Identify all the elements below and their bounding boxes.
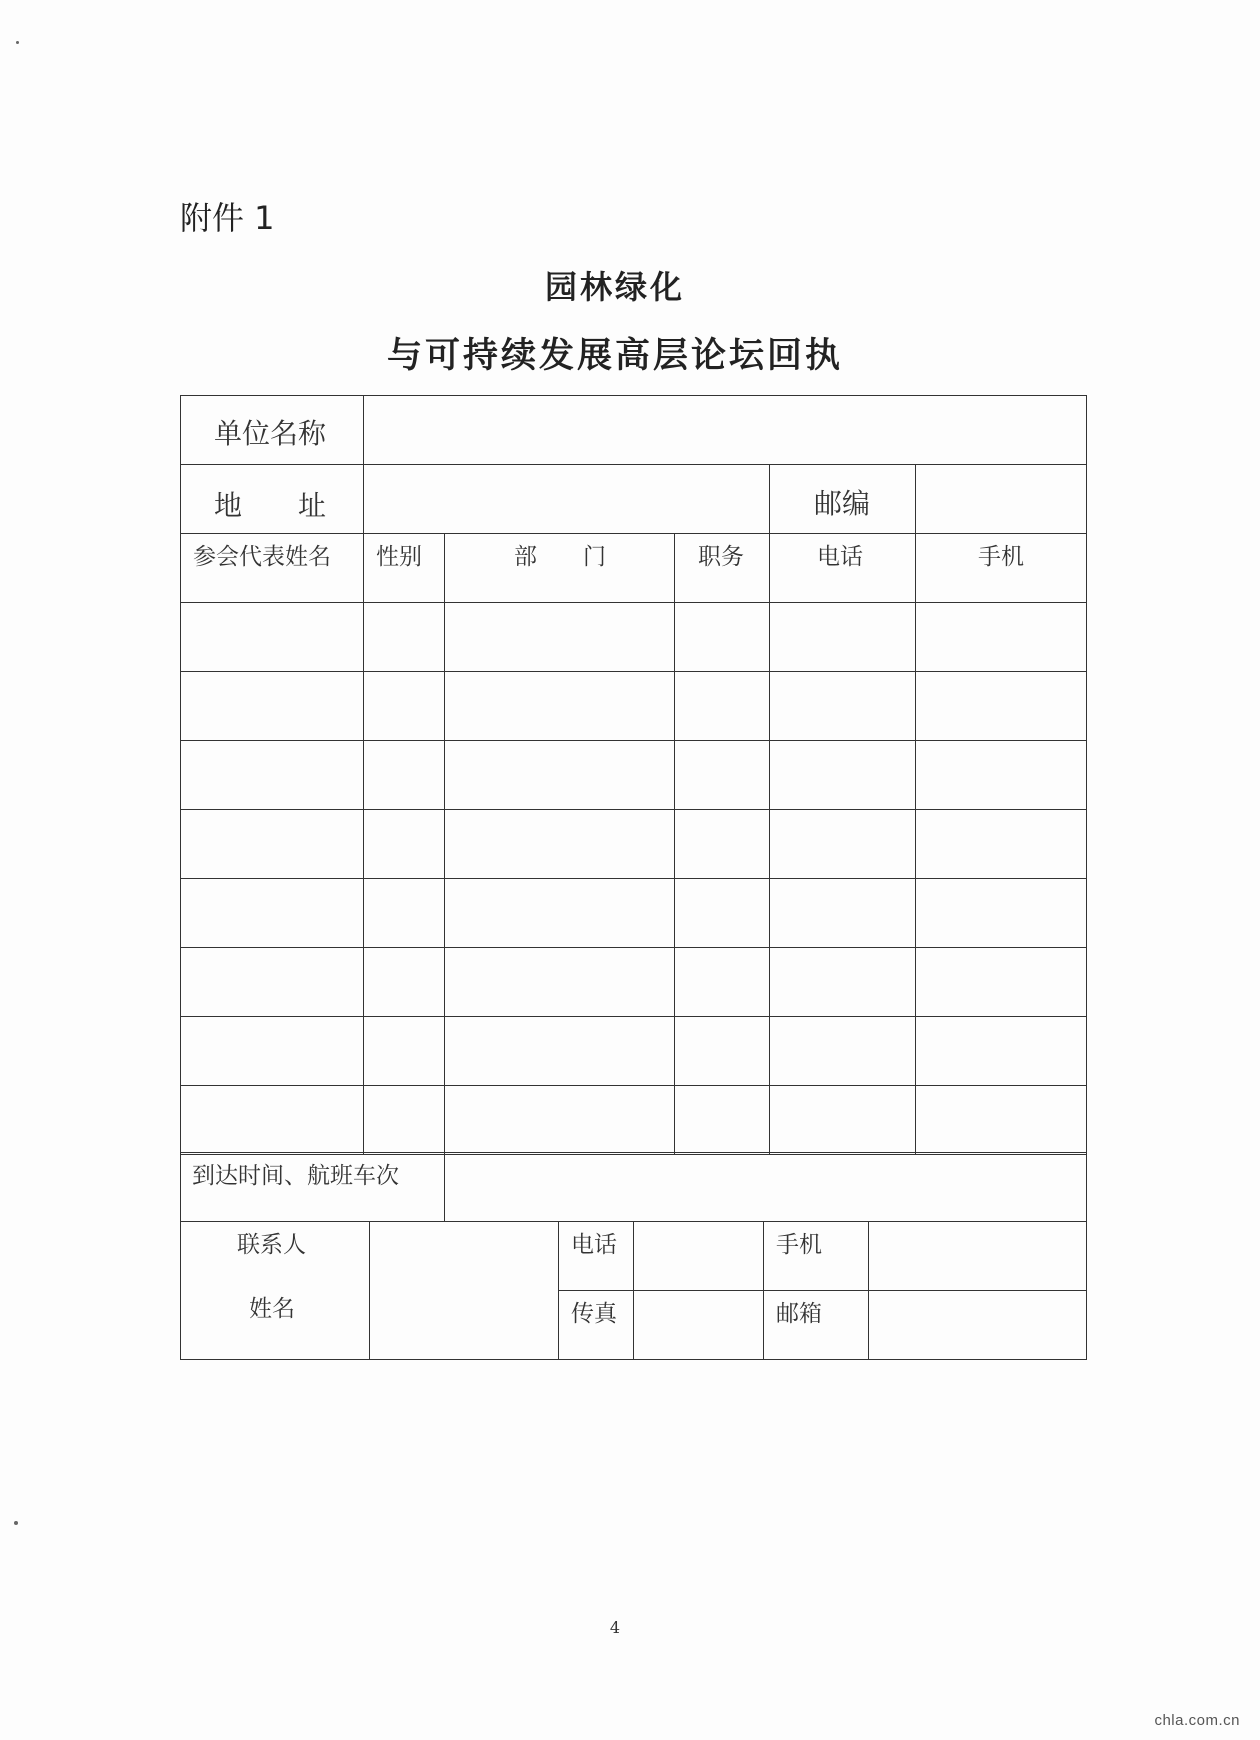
unit-name-label: 单位名称 [214,417,327,450]
delegate-name-input[interactable] [180,740,364,810]
delegate-name-input[interactable] [180,1085,364,1155]
delegate-name-input[interactable] [180,878,364,948]
header-phone: 电话 [817,544,863,570]
contact-name-label: 姓名 [249,1296,295,1322]
delegate-mobile-input[interactable] [915,740,1087,810]
arrival-label: 到达时间、航班车次 [192,1163,399,1189]
delegate-gender-input[interactable] [363,602,445,672]
contact-mobile-input[interactable] [868,1221,1087,1291]
attachment-label: 附件 1 [180,199,275,237]
arrival-label-cell [180,1152,445,1222]
contact-email-label-cell [763,1290,869,1360]
title-line-1: 园林绿化 [544,268,685,306]
delegate-name-input[interactable] [180,947,364,1017]
contact-label-cell [180,1221,370,1360]
delegate-name-input[interactable] [180,1016,364,1086]
delegate-position-input[interactable] [674,1016,770,1086]
contact-name-input[interactable] [369,1221,559,1360]
delegate-phone-input[interactable] [769,1085,916,1155]
delegate-department-input[interactable] [444,740,675,810]
delegate-gender-input[interactable] [363,1016,445,1086]
contact-mobile-label-cell [763,1221,869,1291]
delegate-department-input[interactable] [444,671,675,741]
delegate-position-input[interactable] [674,809,770,879]
delegate-mobile-input[interactable] [915,1085,1087,1155]
header-dept-cell [444,533,675,603]
delegate-name-input[interactable] [180,671,364,741]
header-mobile: 手机 [978,544,1024,570]
delegate-position-input[interactable] [674,740,770,810]
delegate-gender-input[interactable] [363,740,445,810]
delegate-mobile-input[interactable] [915,602,1087,672]
delegate-department-input[interactable] [444,809,675,879]
title-line-2: 与可持续发展高层论坛回执 [386,336,843,376]
delegate-mobile-input[interactable] [915,878,1087,948]
delegate-gender-input[interactable] [363,809,445,879]
delegate-mobile-input[interactable] [915,671,1087,741]
delegate-department-input[interactable] [444,1016,675,1086]
page-number: 4 [609,1618,621,1637]
header-phone-cell [769,533,916,603]
address-label: 地 址 [214,489,327,522]
delegate-mobile-input[interactable] [915,1016,1087,1086]
header-delegate-name: 参会代表姓名 [193,544,331,570]
delegate-phone-input[interactable] [769,878,916,948]
delegate-position-input[interactable] [674,671,770,741]
postcode-input[interactable] [915,464,1087,534]
delegate-gender-input[interactable] [363,947,445,1017]
header-gender-cell [363,533,445,603]
scan-speck [16,41,19,44]
delegate-department-input[interactable] [444,602,675,672]
delegate-department-input[interactable] [444,947,675,1017]
arrival-input[interactable] [444,1152,1087,1222]
header-gender: 性别 [376,544,422,570]
postcode-label: 邮编 [814,487,871,520]
delegate-name-input[interactable] [180,602,364,672]
header-title-cell [674,533,770,603]
delegate-position-input[interactable] [674,878,770,948]
address-input[interactable] [363,464,770,534]
contact-fax-label-cell [558,1290,634,1360]
delegate-gender-input[interactable] [363,878,445,948]
contact-phone-input[interactable] [633,1221,764,1291]
watermark: chla.com.cn [1154,1712,1240,1729]
delegate-position-input[interactable] [674,1085,770,1155]
delegate-mobile-input[interactable] [915,947,1087,1017]
header-name-cell [180,533,364,603]
unit-name-input[interactable] [363,395,1087,465]
unit-name-label-cell [180,395,364,465]
contact-email-label: 邮箱 [776,1301,822,1327]
delegate-phone-input[interactable] [769,1016,916,1086]
contact-phone-label-cell [558,1221,634,1291]
contact-mobile-label: 手机 [776,1232,822,1258]
delegate-name-input[interactable] [180,809,364,879]
header-mobile-cell [915,533,1087,603]
header-department: 部 门 [514,544,606,570]
delegate-department-input[interactable] [444,878,675,948]
contact-fax-input[interactable] [633,1290,764,1360]
scan-speck [14,1521,18,1525]
postcode-label-cell [769,464,916,534]
delegate-mobile-input[interactable] [915,809,1087,879]
contact-fax-label: 传真 [571,1301,617,1327]
delegate-gender-input[interactable] [363,1085,445,1155]
contact-phone-label: 电话 [571,1232,617,1258]
delegate-phone-input[interactable] [769,740,916,810]
delegate-position-input[interactable] [674,947,770,1017]
delegate-phone-input[interactable] [769,809,916,879]
address-label-cell [180,464,364,534]
delegate-gender-input[interactable] [363,671,445,741]
header-position: 职务 [698,544,744,570]
delegate-phone-input[interactable] [769,947,916,1017]
delegate-position-input[interactable] [674,602,770,672]
contact-email-input[interactable] [868,1290,1087,1360]
delegate-phone-input[interactable] [769,671,916,741]
contact-person-label: 联系人 [237,1232,306,1258]
delegate-phone-input[interactable] [769,602,916,672]
delegate-department-input[interactable] [444,1085,675,1155]
